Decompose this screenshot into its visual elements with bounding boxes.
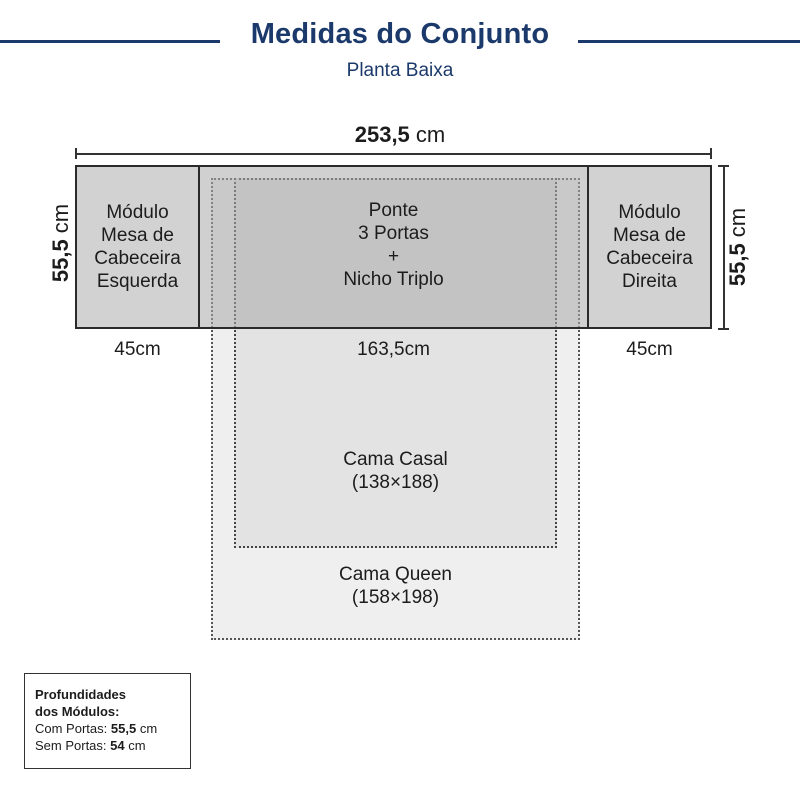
height-right-label	[725, 208, 751, 286]
height-left-value: 55,5	[48, 239, 73, 283]
height-left-label	[48, 204, 74, 282]
overall-width-tick-right	[710, 148, 712, 159]
module-left-line: Cabeceira	[94, 248, 181, 269]
module-bridge-line: 3 Portas	[358, 223, 429, 244]
overall-width-line	[75, 153, 712, 155]
depth-without-doors	[35, 737, 180, 754]
module-bridge-width: 163,5cm	[357, 339, 430, 360]
module-bridge-label	[198, 199, 589, 291]
module-bridge-line: Ponte	[368, 200, 419, 221]
overall-width-tick-left	[75, 148, 77, 159]
module-bridge-line: Nicho Triplo	[343, 269, 444, 290]
module-right-line: Módulo	[618, 202, 681, 223]
overall-width-unit: cm	[415, 122, 446, 147]
bed-queen-size: (158×198)	[351, 587, 440, 608]
module-left-nightstand	[75, 165, 200, 329]
module-depth-info-box	[24, 673, 191, 769]
depth-with-doors-unit: cm	[139, 721, 158, 736]
module-bridge-line: +	[387, 246, 400, 267]
depth-without-doors-unit: cm	[128, 738, 146, 753]
height-right-tick-bottom	[718, 328, 729, 330]
bed-casal-name: Cama Casal	[343, 449, 448, 470]
height-left-unit: cm	[48, 203, 73, 234]
module-left-line: Módulo	[106, 202, 169, 223]
overall-width-label	[0, 122, 800, 148]
module-left-line: Mesa de	[101, 225, 174, 246]
height-right-value: 55,5	[725, 243, 750, 287]
depth-with-doors-label: Com Portas:	[35, 721, 108, 736]
bed-queen-name: Cama Queen	[338, 564, 452, 585]
depth-with-doors-value: 55,5	[110, 721, 137, 736]
module-right-line: Direita	[622, 271, 677, 292]
page-title: Medidas do Conjunto	[250, 18, 550, 50]
depth-without-doors-label: Sem Portas:	[35, 738, 107, 753]
bed-casal-size: (138×188)	[351, 472, 440, 493]
module-left-line: Esquerda	[96, 271, 179, 292]
overall-width-value: 253,5	[354, 122, 410, 147]
height-right-unit: cm	[725, 207, 750, 238]
module-right-width: 45cm	[626, 339, 673, 360]
depth-with-doors	[35, 720, 180, 737]
bed-queen-label	[211, 563, 580, 609]
depth-without-doors-value: 54	[110, 738, 125, 753]
page-subtitle: Planta Baixa	[346, 60, 454, 81]
module-right-nightstand	[587, 165, 712, 329]
module-left-width: 45cm	[114, 339, 161, 360]
depth-heading-line2: dos Módulos:	[35, 704, 120, 719]
module-right-line: Mesa de	[613, 225, 686, 246]
depth-heading-line1: Profundidades	[35, 687, 127, 702]
height-right-tick-top	[718, 165, 729, 167]
bed-casal-label	[234, 448, 557, 494]
module-right-line: Cabeceira	[606, 248, 693, 269]
